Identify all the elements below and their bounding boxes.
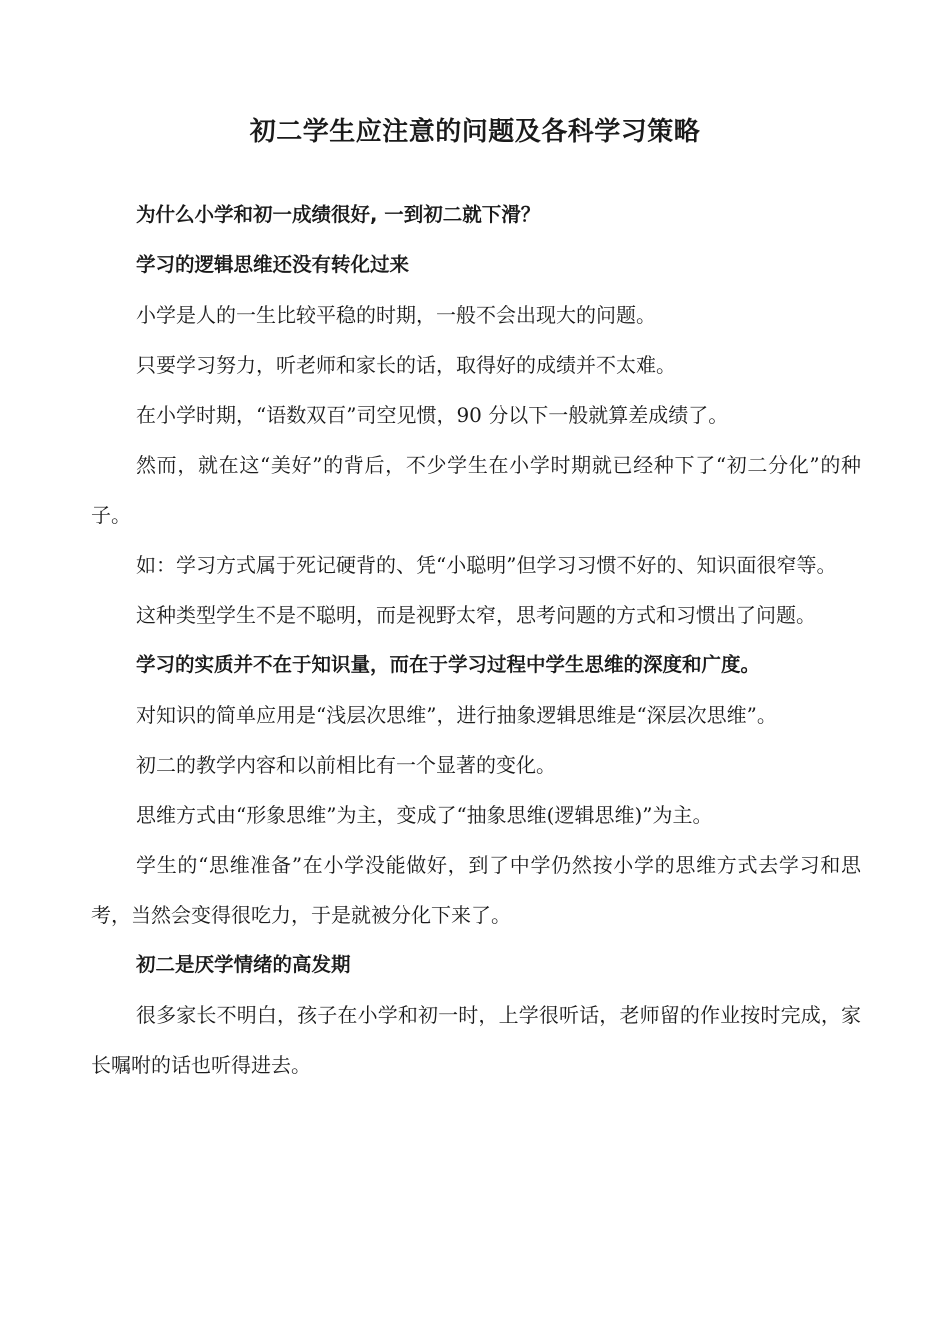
document-body [91,190,861,1090]
document-title: 初二学生应注意的问题及各科学习策略 [249,117,701,148]
heading-aversion-peak: 初二是厌学情绪的高发期 [136,953,351,976]
paragraph: 对知识的简单应用是“浅层次思维”，进行抽象逻辑思维是“深层次思维”。 [136,703,777,727]
heading-learning-essence: 学习的实质并不在于知识量，而在于学习过程中学生思维的深度和广度。 [136,653,761,676]
paragraph: 只要学习努力，听老师和家长的话，取得好的成绩并不太难。 [136,353,676,377]
paragraph: 然而，就在这“美好”的背后，不少学生在小学时期就已经种下了“初二分化”的种子。 [91,453,861,527]
paragraph: 这种类型学生不是不聪明，而是视野太窄，思考问题的方式和习惯出了问题。 [136,603,816,627]
heading-logical-thinking: 学习的逻辑思维还没有转化过来 [136,253,410,276]
paragraph: 初二的教学内容和以前相比有一个显著的变化。 [136,753,556,777]
paragraph: 如：学习方式属于死记硬背的、凭“小聪明”但学习习惯不好的、知识面很窄等。 [136,553,837,577]
paragraph: 思维方式由“形象思维”为主，变成了“抽象思维(逻辑思维)”为主。 [136,803,713,827]
paragraph: 在小学时期，“语数双百”司空见惯，90 分以下一般就算差成绩了。 [136,403,729,427]
paragraph: 很多家长不明白，孩子在小学和初一时，上学很听话，老师留的作业按时完成，家长嘱咐的话也听得进去。 [91,1003,861,1077]
paragraph: 小学是人的一生比较平稳的时期，一般不会出现大的问题。 [136,303,656,327]
paragraph: 学生的“思维准备”在小学没能做好，到了中学仍然按小学的思维方式去学习和思考，当然会变得很吃力，于是就被分化下来了。 [91,853,861,927]
heading-why-decline: 为什么小学和初一成绩很好, 一到初二就下滑？ [136,203,541,226]
